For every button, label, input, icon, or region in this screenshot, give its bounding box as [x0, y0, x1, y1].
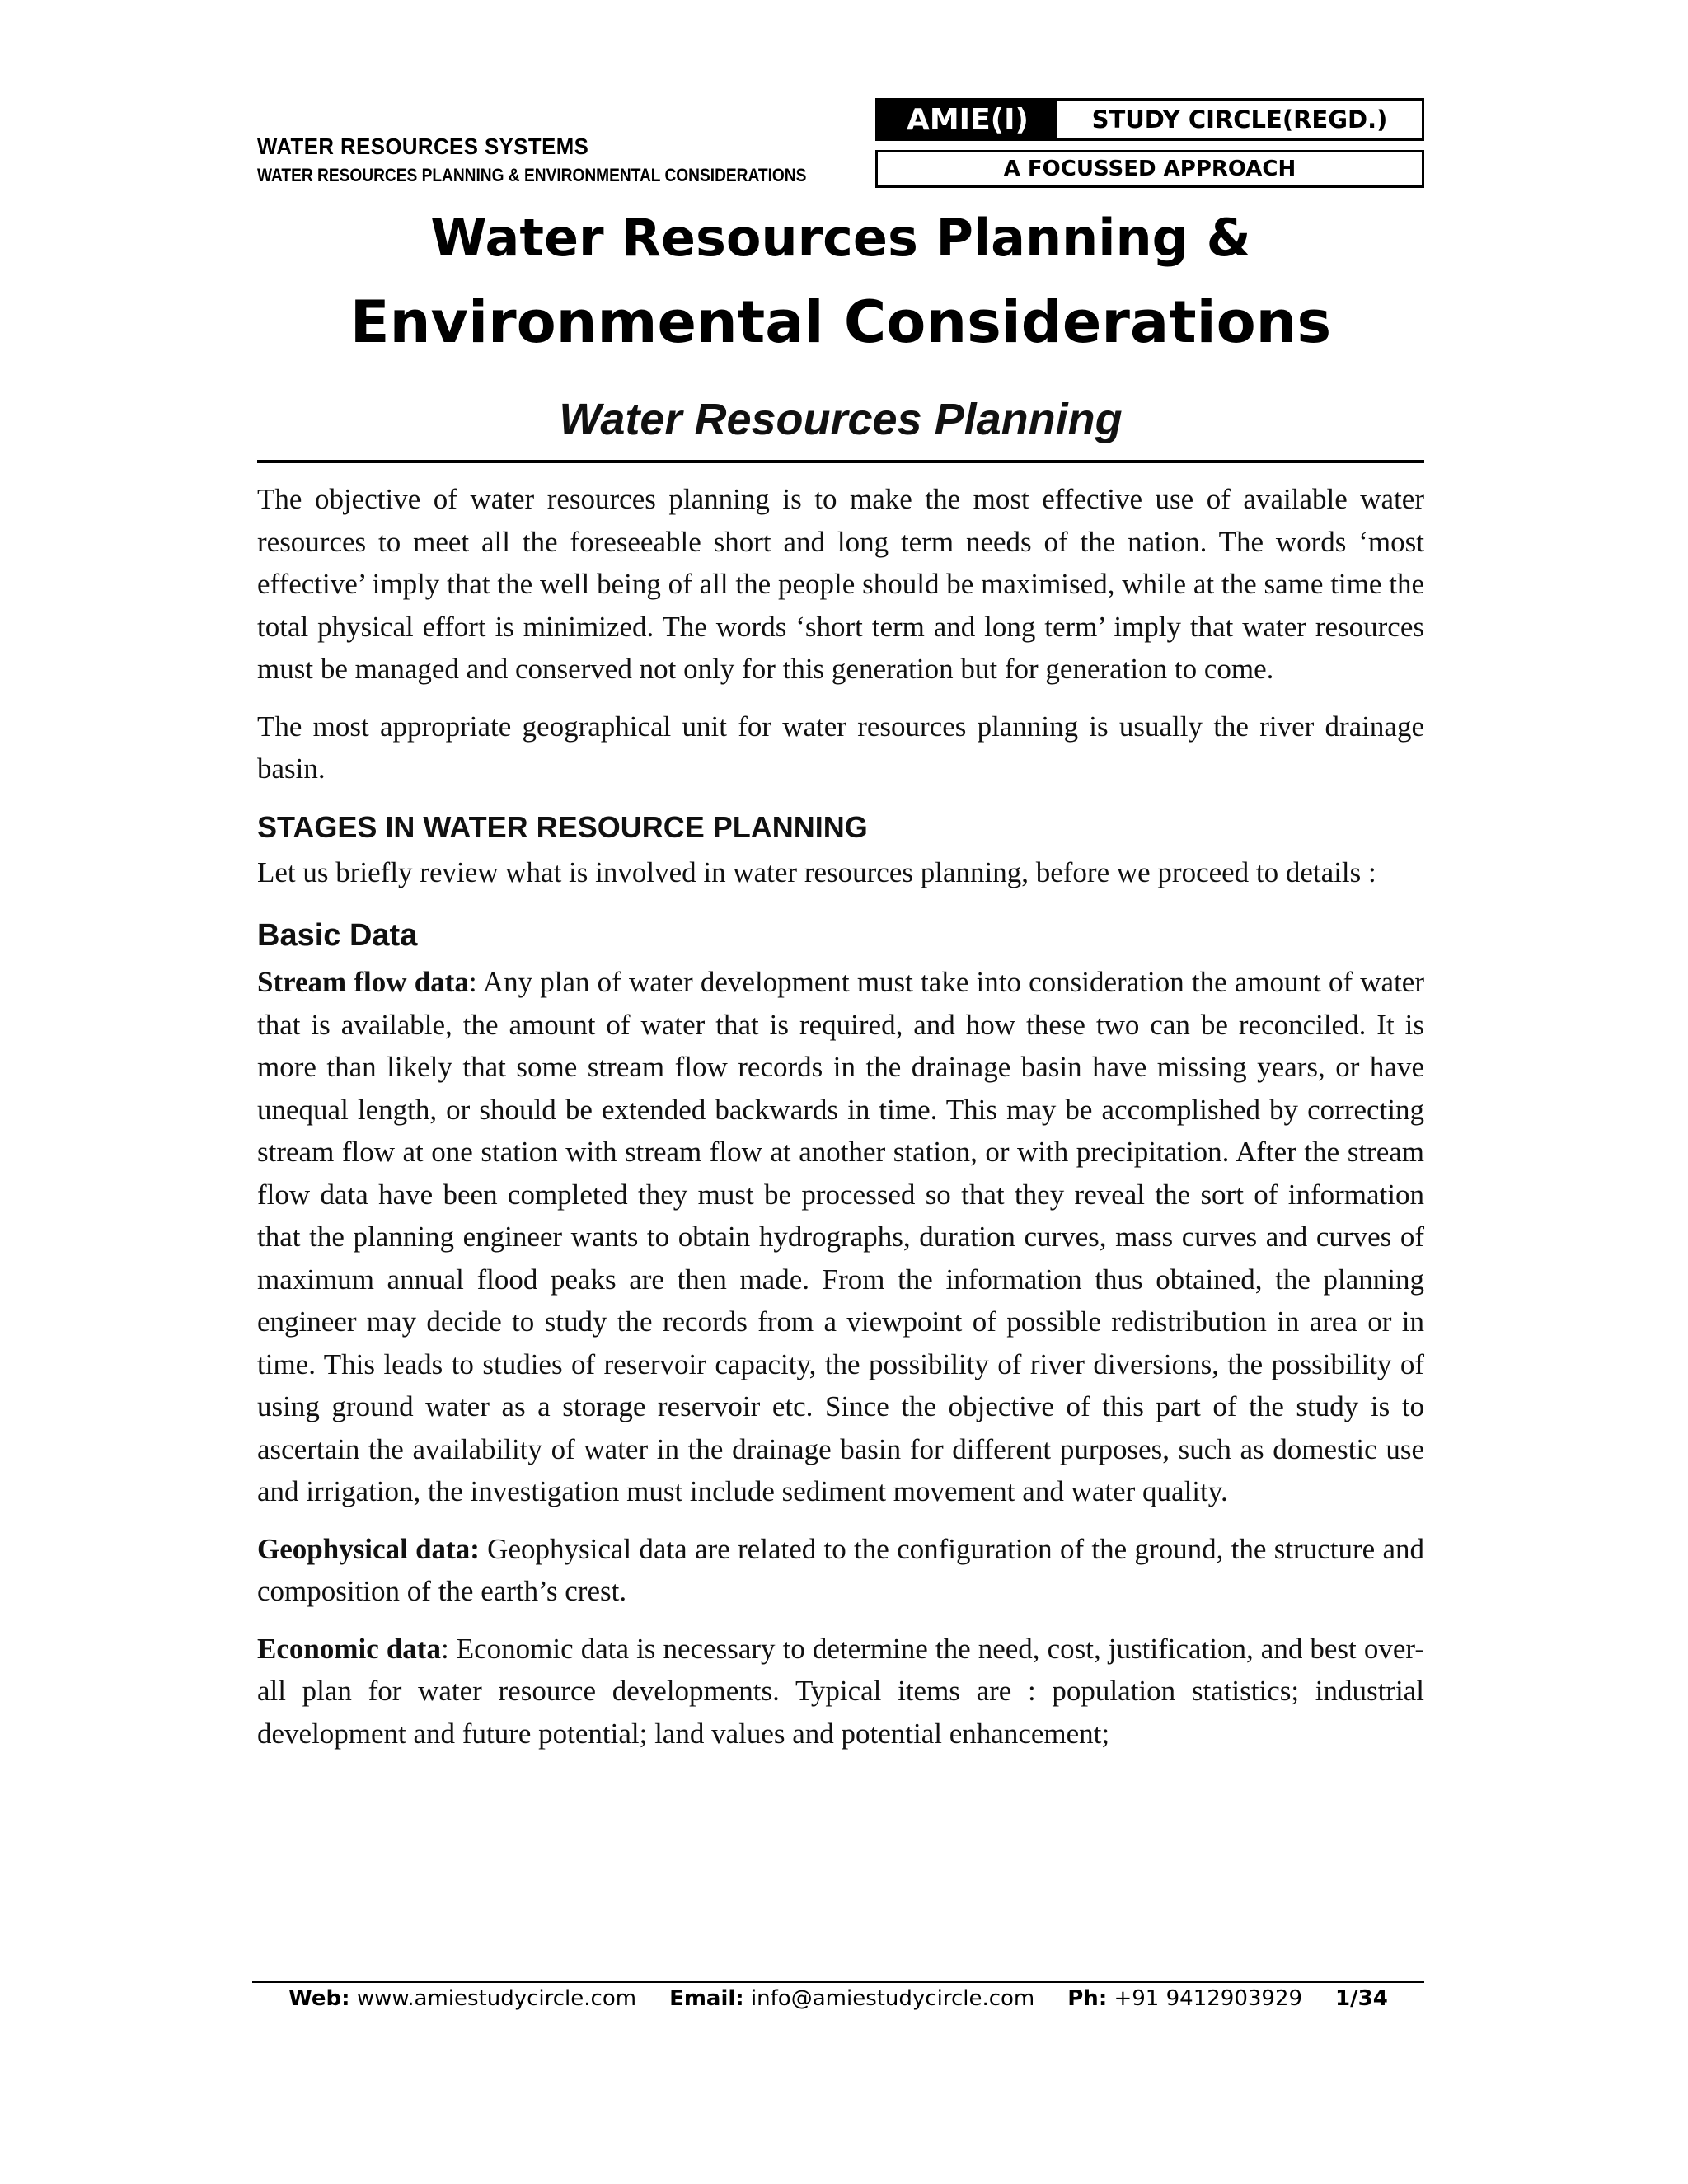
stream-flow-label: Stream flow data [257, 966, 469, 998]
economic-label: Economic data [257, 1632, 441, 1665]
section-subtitle: Water Resources Planning [559, 395, 1123, 444]
geophysical-label: Geophysical data: [257, 1532, 480, 1565]
geophysical-text: Geophysical data are related to the configuration of the ground, the structure and composition of the earth’s crest. [257, 1532, 1424, 1607]
stream-flow-paragraph [257, 961, 1424, 1513]
tagline-badge: A FOCUSSED APPROACH [875, 150, 1424, 188]
footer-email [669, 1986, 1034, 2011]
intro-paragraph-2: The most appropriate geographical unit for water resources planning is usually the river drainage basin. [257, 710, 1424, 785]
stream-flow-text: : Any plan of water development must take into consideration the amount of water that is available, the amount of water that is required, and how these two can be reconciled. It is more than likely that some stream flow records in the drainage basin have missing years, or have unequal length, or should be extended backwards in time. This may be accomplished by correcting stream flow at one station with stream flow at another station, or with precipitation. After the stream flow data have been completed they must be processed so that they reveal the sort of information that the planning engineer wants to obtain hydrographs, duration curves, mass curves and curves of maximum annual flood peaks are then made. From the information thus obtained, the planning engineer may decide to study the records from a viewpoint of possible redistribution in area or in time. This leads to studies of reservoir capacity, the possibility of river diversions, the possibility of using ground water as a storage reservoir etc. Since the objective of this part of the study is to ascertain the availability of water in the drainage basin for different purposes, such as domestic use and irrigation, the investigation must include sediment movement and water quality. [257, 966, 1424, 1507]
page-footer [252, 1986, 1424, 2011]
stages-heading: STAGES IN WATER RESOURCE PLANNING [257, 809, 868, 844]
geophysical-paragraph [257, 1528, 1424, 1613]
web-link[interactable]: www.amiestudycircle.com [356, 1986, 637, 2011]
page-number: 1/34 [1335, 1986, 1388, 2011]
economic-paragraph [257, 1628, 1424, 1755]
economic-text: : Economic data is necessary to determine the need, cost, justification, and best over-all plan for water resource developments. Typical items are : population statistics; industrial development and future potential; land values and potential enhancement; [257, 1632, 1424, 1750]
running-header [257, 134, 889, 186]
footer-divider [252, 1981, 1424, 1983]
title-divider [257, 460, 1424, 463]
subject-title: WATER RESOURCES SYSTEMS [257, 134, 589, 159]
email-label: Email: [669, 1986, 744, 2011]
stages-paragraph: Let us briefly review what is involved in water resources planning, before we proceed to details : [257, 855, 1376, 888]
phone-number: +91 9412903929 [1114, 1986, 1303, 2011]
basic-data-heading: Basic Data [257, 918, 418, 953]
amie-badge: AMIE(I) [878, 101, 1057, 138]
phone-label: Ph: [1067, 1986, 1108, 2011]
brand-badge [875, 98, 1424, 141]
email-link[interactable]: info@amiestudycircle.com [750, 1986, 1035, 2011]
chapter-title: WATER RESOURCES PLANNING & ENVIRONMENTAL CONSIDERATIONS [257, 165, 807, 185]
page-title-line2: Environmental Considerations [349, 288, 1332, 356]
footer-phone [1067, 1986, 1302, 2011]
footer-web [288, 1986, 636, 2011]
intro-paragraph-1: The objective of water resources planning is to make the most effective use of available water resources to meet all the foreseeable short and long term needs of the nation. The words ‘most effective’ imply that the well being of all the people should be maximised, while at the same time the total physical effort is minimized. The words ‘short term and long term’ imply that water resources must be managed and conserved not only for this generation but for generation to come. [257, 483, 1424, 685]
page-title-line1: Water Resources Planning & [430, 208, 1251, 268]
document-body [257, 478, 1424, 1769]
web-label: Web: [288, 1986, 350, 2011]
study-circle-badge: STUDY CIRCLE(REGD.) [1091, 105, 1388, 134]
